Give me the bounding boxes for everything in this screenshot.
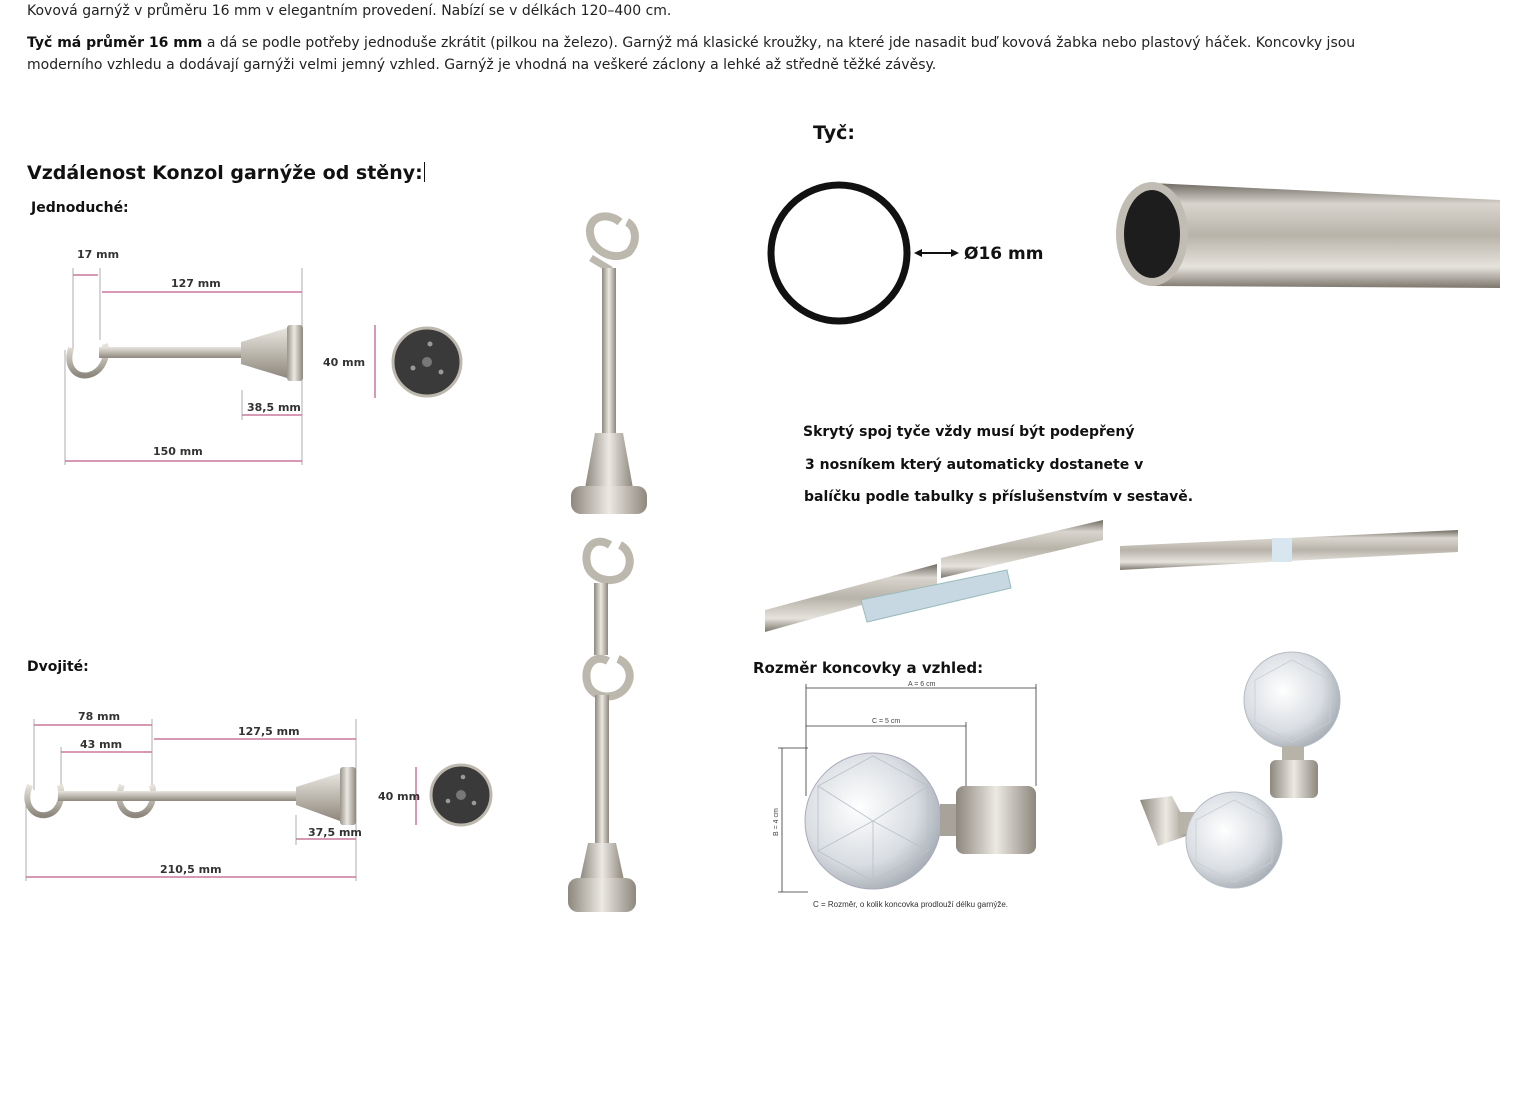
finial-dim-a: A = 6 cm [908,681,936,688]
finial-dim-c: C = 5 cm [872,718,901,725]
joint-note-line-2: 3 nosníkem který automaticky dostanete v [805,457,1144,473]
double-dim-base-diam: 40 mm [378,790,421,803]
rod-cross-section [760,175,1060,335]
rod-photo [1112,178,1504,293]
brackets-heading-text: Vzdálenost Konzol garnýže od stěny: [27,162,423,184]
finial-caption: C = Rozměr, o kolik koncovka prodlouží délku garnýže. [813,900,1008,909]
double-label: Dvojité: [27,659,89,675]
single-dim-base-diam: 40 mm [323,356,366,369]
single-bracket-photo [565,208,655,518]
intro-bold-lead: Tyč má průměr 16 mm [27,35,203,51]
single-bracket-diagram [55,240,475,495]
double-dim-arm: 127,5 mm [238,725,300,738]
double-dim-total: 210,5 mm [160,863,222,876]
double-bracket-diagram [20,705,505,910]
rod-diameter-label: Ø16 mm [964,244,1044,264]
finial-heading: Rozměr koncovky a vzhled: [753,659,984,677]
rod-joint-photo-2 [1120,528,1460,588]
brackets-heading [27,162,425,184]
arm-rod [99,347,241,358]
text-cursor [424,162,425,182]
single-dim-base-depth: 38,5 mm [247,401,301,414]
wall-base [287,325,303,381]
finial-cap [956,786,1036,854]
rod-joint-photo-1 [765,518,1105,638]
single-dim-total: 150 mm [153,445,203,458]
double-dim-inner-hook: 43 mm [80,738,123,751]
finial-diagram [768,676,1048,916]
joint-note-line-1: Skrytý spoj tyče vždy musí být podepřený [803,424,1135,440]
double-dim-outer-hook: 78 mm [78,710,121,723]
rod-heading: Tyč: [813,122,855,144]
single-label: Jednoduché: [31,200,129,216]
rod-circle [771,185,907,321]
intro-rest: a dá se podle potřeby jednoduše zkrátit (pilkou na železo). Garnýž má klasické kroužky, na které jde nasadit buď kovová žabka nebo plastový háček. Koncovky jsou moderního vzhledu a dodávají garnýži velmi jemný vzhled. Garnýž je vhodná na veškeré záclony a lehké až středně těžké závěsy. [27,35,1356,73]
intro-line-1: Kovová garnýž v průměru 16 mm v elegantním provedení. Nabízí se v délkách 120–400 cm. [27,3,672,19]
double-bracket-photo [560,535,650,917]
joint-note-line-3: balíčku podle tabulky s příslušenstvím v sestavě. [804,489,1194,505]
double-dim-base-depth: 37,5 mm [308,826,362,839]
intro-paragraph [27,32,1427,76]
single-dim-hook: 17 mm [77,248,120,261]
finial-photo [1130,650,1360,900]
single-dim-arm: 127 mm [171,277,221,290]
finial-dim-b: B = 4 cm [773,808,780,836]
